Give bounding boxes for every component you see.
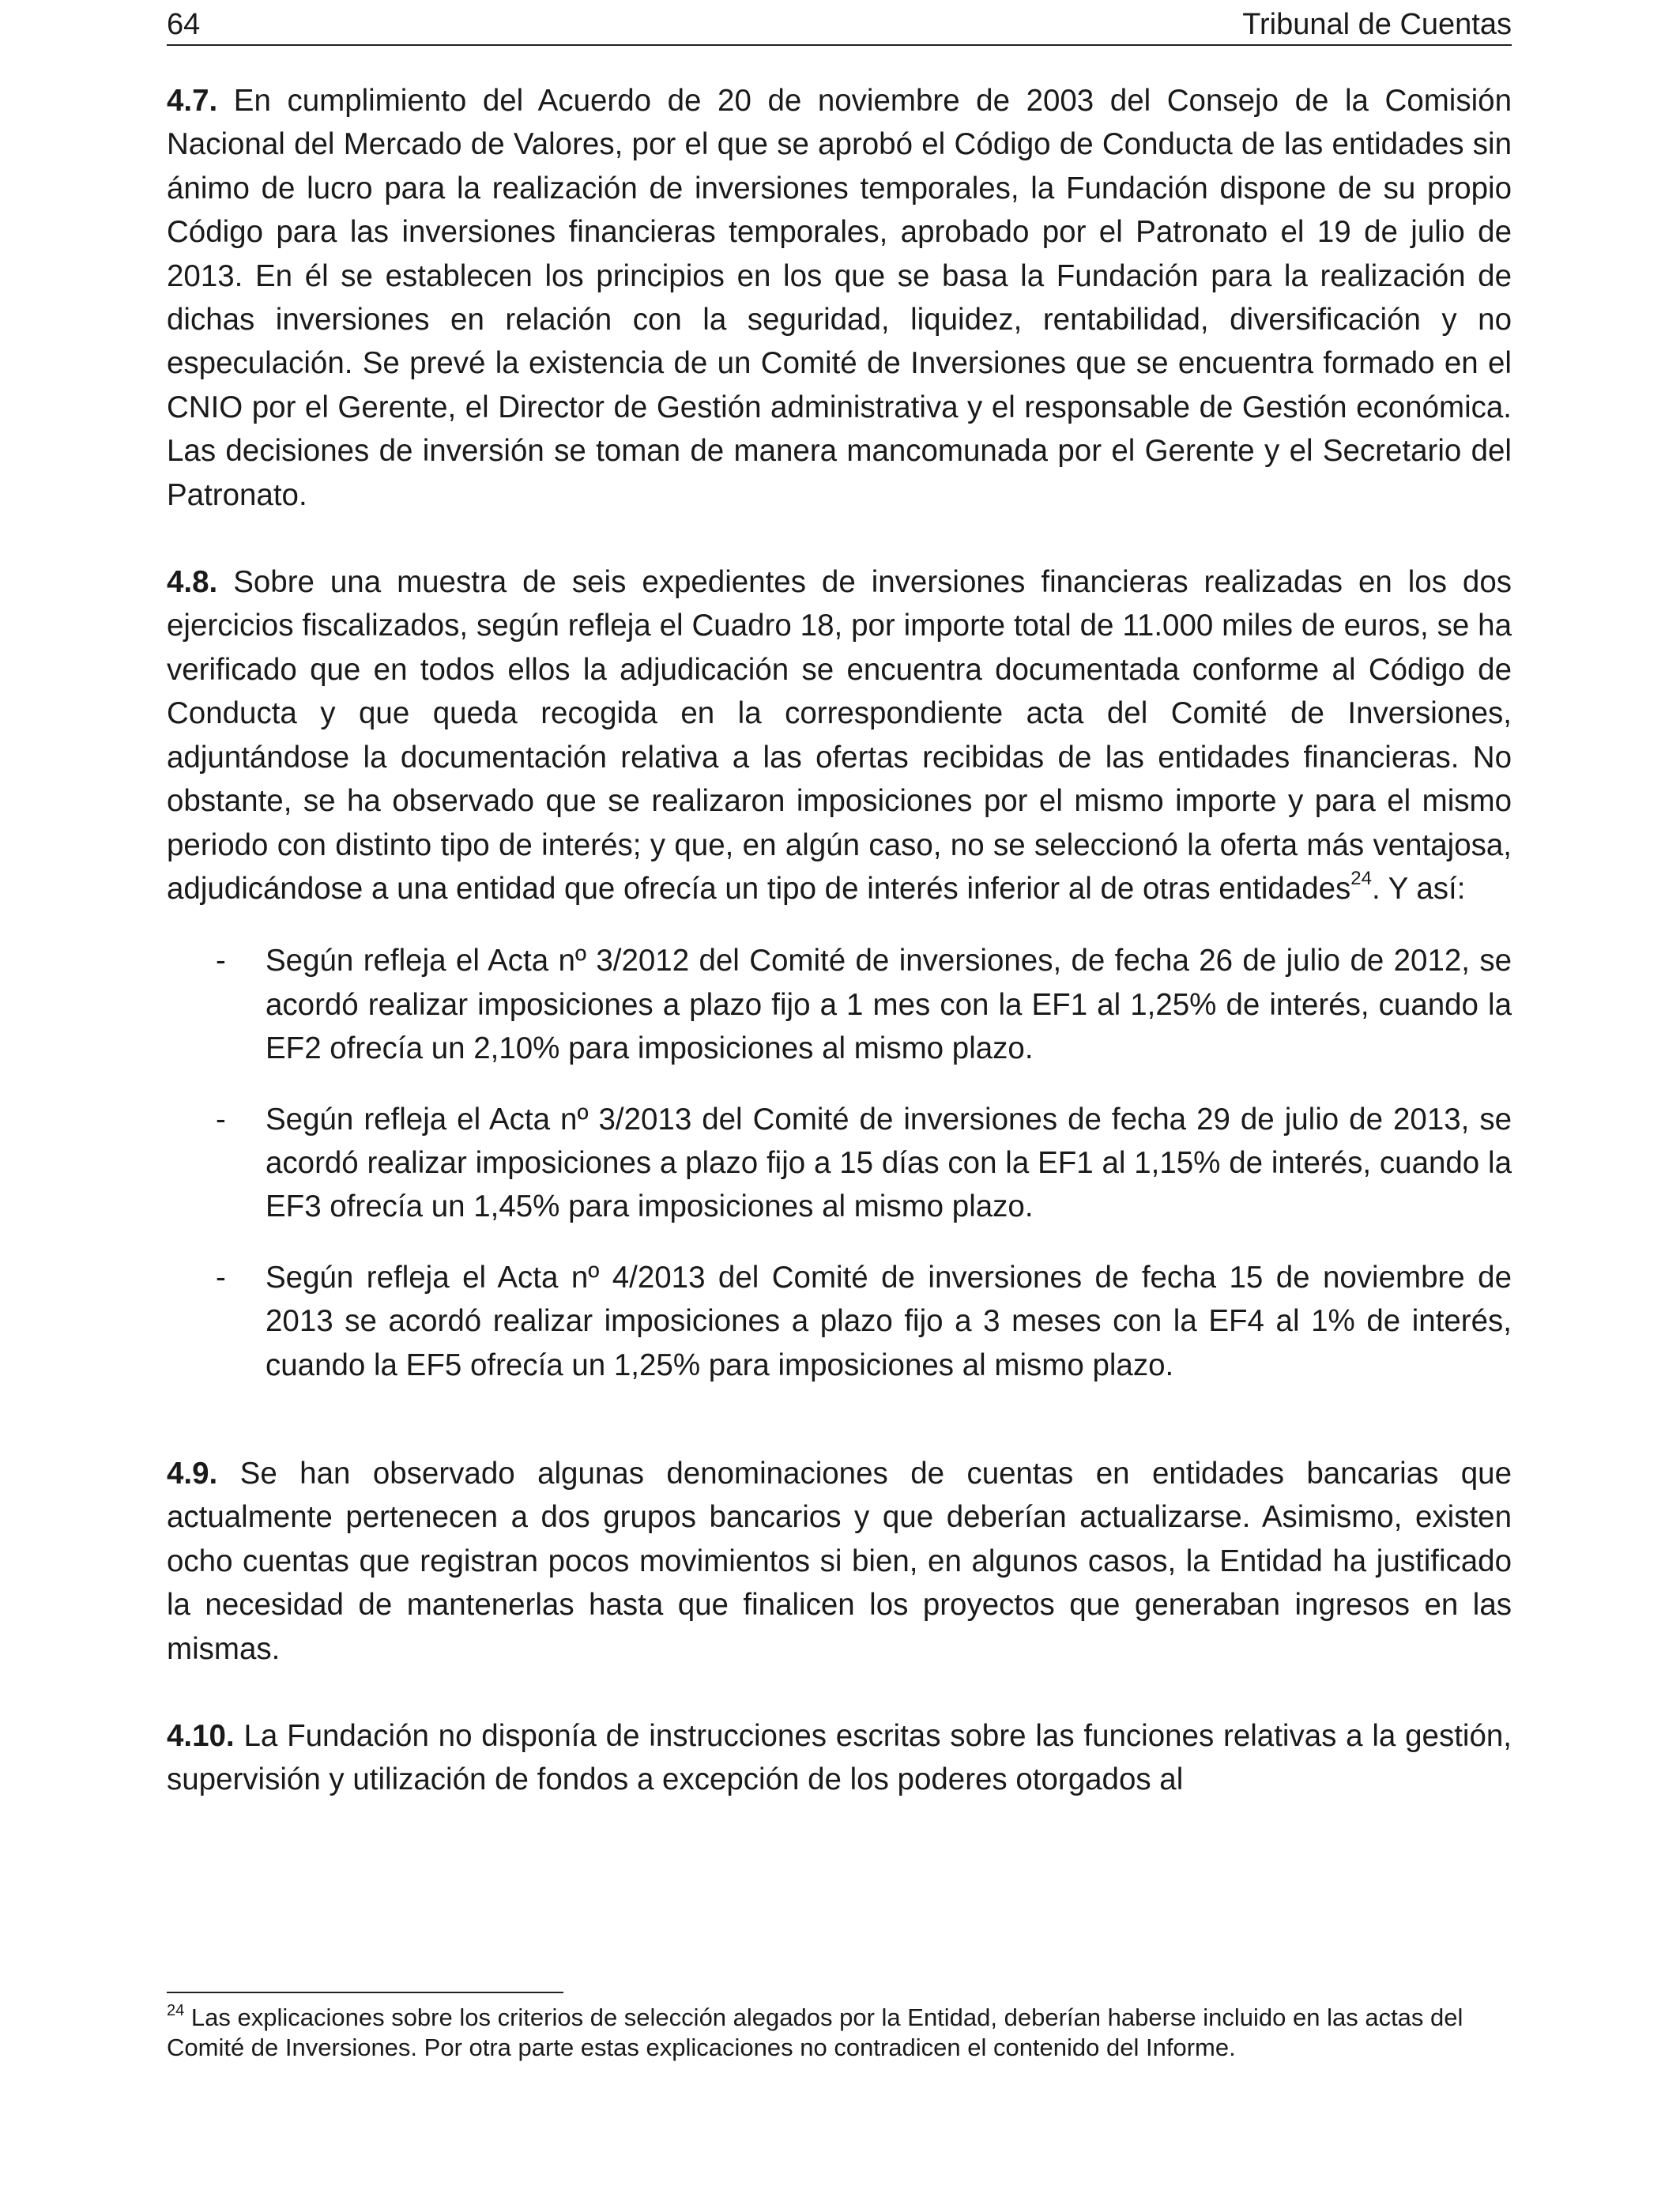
page-number: 64: [167, 8, 201, 41]
list-item-text: Según refleja el Acta nº 3/2012 del Comité de inversiones, de fecha 26 de julio de 2012, se acordó realizar imposiciones a plazo fijo a 1 mes con la EF1 al 1,25% de interés, cuando la EF2 ofrecía un 2,10% para imposiciones al mismo plazo.: [266, 944, 1512, 1066]
bullet-dash: -: [216, 944, 226, 978]
paragraph-4-8: [167, 560, 1512, 910]
paragraph-number: 4.7.: [167, 84, 218, 118]
paragraph-text: Sobre una muestra de seis expedientes de inversiones financieras realizadas en los dos ejercicios fiscalizados, según refleja el Cuadro 18, por importe total de 11.000 miles de euros, se ha verificado que en todos ellos la adjudicación se encuentra documentada conforme al Código de Conducta y que queda recogida en la correspondiente acta del Comité de Inversiones, adjuntándose la documentación relativa a las ofertas recibidas de las entidades financieras. No obstante, se ha observado que se realizaron imposiciones por el mismo importe y para el mismo periodo con distinto tipo de interés; y que, en algún caso, no se seleccionó la oferta más ventajosa, adjudicándose a una entidad que ofrecía un tipo de interés inferior al de otras entidades: [167, 565, 1512, 906]
list-item-text: Según refleja el Acta nº 3/2013 del Comité de inversiones de fecha 29 de julio de 2013, se acordó realizar imposiciones a plazo fijo a 15 días con la EF1 al 1,15% de interés, cuando la EF3 ofrecía un 1,45% para imposiciones al mismo plazo.: [266, 1102, 1512, 1224]
paragraph-number: 4.8.: [167, 565, 218, 600]
paragraph-text: La Fundación no disponía de instrucciones escritas sobre las funciones relativas a la gestión, supervisión y utilización de fondos a excepción de los poderes otorgados al: [167, 1719, 1512, 1797]
paragraph-4-7: [167, 79, 1512, 517]
footnote-text: Las explicaciones sobre los criterios de selección alegados por la Entidad, deberían haberse incluido en las actas del Comité de Inversiones. Por otra parte estas explicaciones no contradicen el contenido del Informe.: [167, 2004, 1463, 2061]
paragraph-4-10: [167, 1714, 1512, 1802]
bullet-dash: -: [216, 1102, 226, 1137]
list-item-text: Según refleja el Acta nº 4/2013 del Comité de inversiones de fecha 15 de noviembre de 2013 se acordó realizar imposiciones a plazo fijo a 3 meses con la EF4 al 1% de interés, cuando la EF5 ofrecía un 1,25% para imposiciones al mismo plazo.: [266, 1260, 1512, 1382]
paragraph-number: 4.9.: [167, 1456, 218, 1491]
page-header: [167, 5, 1512, 46]
paragraph-text: En cumplimiento del Acuerdo de 20 de noviembre de 2003 del Consejo de la Comisión Nacional del Mercado de Valores, por el que se aprobó el Código de Conducta de las entidades sin ánimo de lucro para la realización de inversiones temporales, la Fundación dispone de su propio Código para las inversiones financieras temporales, aprobado por el Patronato el 19 de julio de 2013. En él se establecen los principios en los que se basa la Fundación para la realización de dichas inversiones en relación con la seguridad, liquidez, rentabilidad, diversificación y no especulación. Se prevé la existencia de un Comité de Inversiones que se encuentra formado en el CNIO por el Gerente, el Director de Gestión administrativa y el responsable de Gestión económica. Las decisiones de inversión se toman de manera mancomunada por el Gerente y el Secretario del Patronato.: [167, 84, 1512, 512]
paragraph-text: Se han observado algunas denominaciones de cuentas en entidades bancarias que actualmente pertenecen a dos grupos bancarios y que deberían actualizarse. Asimismo, existen ocho cuentas que registran pocos movimientos si bien, en algunos casos, la Entidad ha justificado la necesidad de mantenerlas hasta que finalicen los proyectos que generaban ingresos en las mismas.: [167, 1456, 1512, 1666]
bullet-dash: -: [216, 1260, 226, 1295]
list-item: [167, 1256, 1512, 1387]
list-item: [167, 939, 1512, 1070]
body-content: [167, 79, 1512, 1802]
paragraph-number: 4.10.: [167, 1719, 235, 1753]
list-item: [167, 1098, 1512, 1229]
paragraph-4-9: [167, 1452, 1512, 1671]
paragraph-text-after: . Y así:: [1371, 871, 1466, 906]
footnote-number: 24: [167, 2001, 185, 2019]
bullet-list: [167, 939, 1512, 1387]
header-title: Tribunal de Cuentas: [1242, 8, 1512, 41]
footnote-reference[interactable]: 24: [1350, 868, 1372, 890]
footnote-divider: [167, 1992, 563, 1993]
footnote: [167, 2003, 1512, 2063]
